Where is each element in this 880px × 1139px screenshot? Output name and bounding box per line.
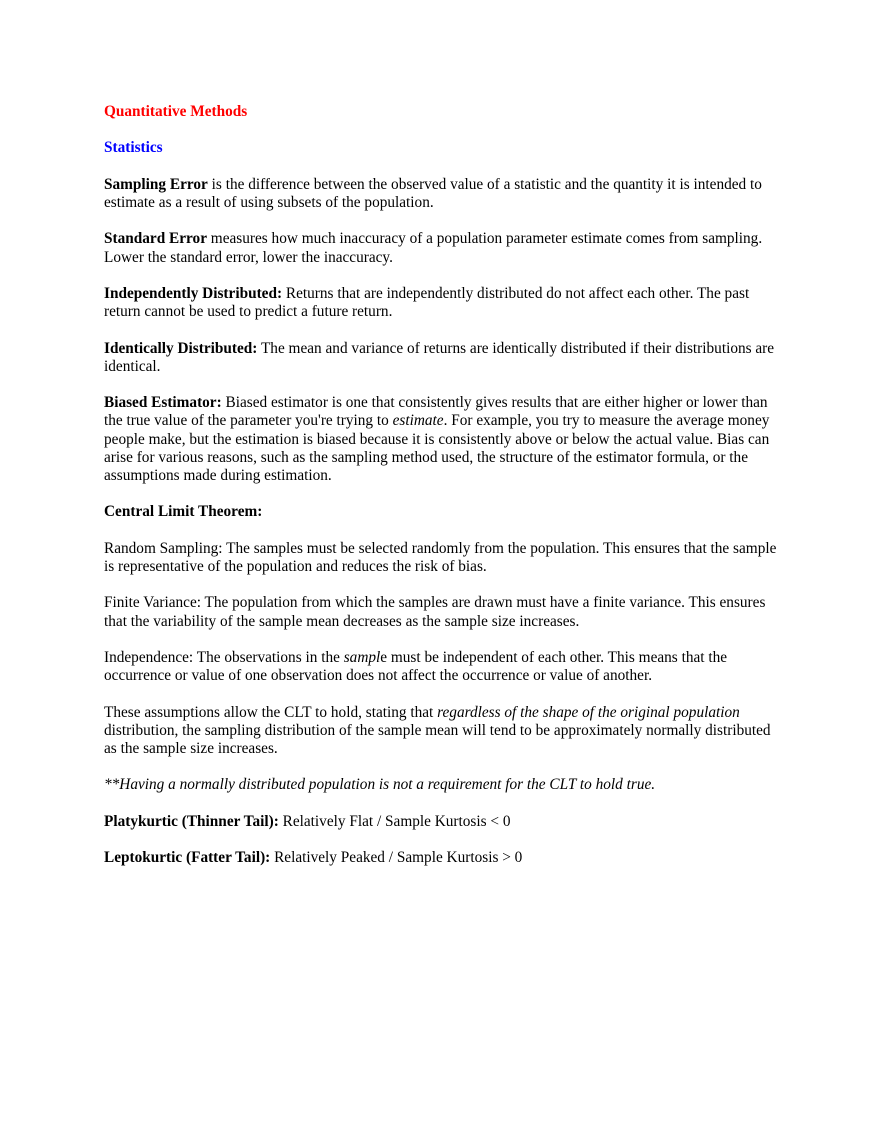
paragraph-sampling-error <box>104 176 780 212</box>
paragraph-independently-distributed <box>104 285 780 321</box>
paragraph-finite-variance: Finite Variance: The population from which the samples are drawn must have a finite variance. This ensures that the variability of the sample mean decreases as the sample size increases. <box>104 594 766 630</box>
assumptions-part-2: distribution, the sampling distribution of the sample mean will tend to be approximately normally distributed as the sample size increases. <box>104 721 771 757</box>
section-heading-statistics: Statistics <box>104 139 163 157</box>
definition-standard-error: measures how much inaccuracy of a population parameter estimate comes from sampling. Lower the standard error, lower the inaccuracy. <box>104 230 763 266</box>
term-biased-estimator: Biased Estimator: <box>104 394 222 412</box>
term-leptokurtic: Leptokurtic (Fatter Tail): <box>104 849 271 867</box>
note-normal-population: **Having a normally distributed population is not a requirement for the CLT to hold true. <box>104 776 656 794</box>
term-identically-distributed: Identically Distributed: <box>104 339 258 357</box>
definition-sampling-error: is the difference between the observed value of a statistic and the quantity it is intended to estimate as a result of using subsets of the population. <box>104 175 762 211</box>
definition-leptokurtic: Relatively Peaked / Sample Kurtosis > 0 <box>270 849 523 867</box>
paragraph-assumptions <box>104 704 780 759</box>
paragraph-note <box>104 776 780 794</box>
document-title: Quantitative Methods <box>104 103 248 120</box>
paragraph-independence <box>104 649 780 685</box>
independence-part-2: e must be independent of each other. This means that the occurrence or value of one observation does not affect the occurrence or value of another. <box>104 648 728 685</box>
definition-independently-distributed: Returns that are independently distributed do not affect each other. The past return cannot be used to predict a future return. <box>104 284 750 321</box>
paragraph-biased-estimator <box>104 394 780 485</box>
definition-platykurtic: Relatively Flat / Sample Kurtosis < 0 <box>278 812 511 830</box>
heading-central-limit-theorem <box>104 503 780 521</box>
term-independently-distributed: Independently Distributed: <box>104 284 283 302</box>
emphasis-regardless-of-shape: regardless of the shape of the original population <box>437 703 740 721</box>
document-page <box>104 103 780 886</box>
assumptions-part-1: These assumptions allow the CLT to hold, stating that <box>104 703 438 721</box>
paragraph-random-sampling: Random Sampling: The samples must be selected randomly from the population. This ensures that the sample is representative of the population and reduces the risk of bias. <box>104 539 777 575</box>
paragraph-identically-distributed <box>104 340 780 376</box>
definition-identically-distributed: The mean and variance of returns are identically distributed if their distributions are identical. <box>104 339 775 375</box>
emphasis-sampl: sampl <box>343 648 381 666</box>
paragraph-leptokurtic <box>104 849 780 867</box>
paragraph-platykurtic <box>104 813 780 831</box>
emphasis-estimate: estimate <box>392 412 444 430</box>
term-central-limit-theorem: Central Limit Theorem: <box>104 503 263 521</box>
term-sampling-error: Sampling Error <box>104 175 208 193</box>
definition-biased-estimator-part-2: . For example, you try to measure the average money people make, but the estimation is biased because it is consistently above or below the actual value. Bias can arise for various reasons, such as the sampling method used, the structure of the estimator formula, or the assumptions made during estimation. <box>104 412 770 484</box>
term-platykurtic: Platykurtic (Thinner Tail): <box>104 812 279 830</box>
paragraph-standard-error <box>104 230 780 266</box>
independence-part-1: Independence: The observations in the <box>104 648 344 666</box>
term-standard-error: Standard Error <box>104 230 207 248</box>
definition-biased-estimator-part-1: Biased estimator is one that consistently gives results that are either higher or lower than the true value of the parameter you're trying to <box>104 394 768 430</box>
